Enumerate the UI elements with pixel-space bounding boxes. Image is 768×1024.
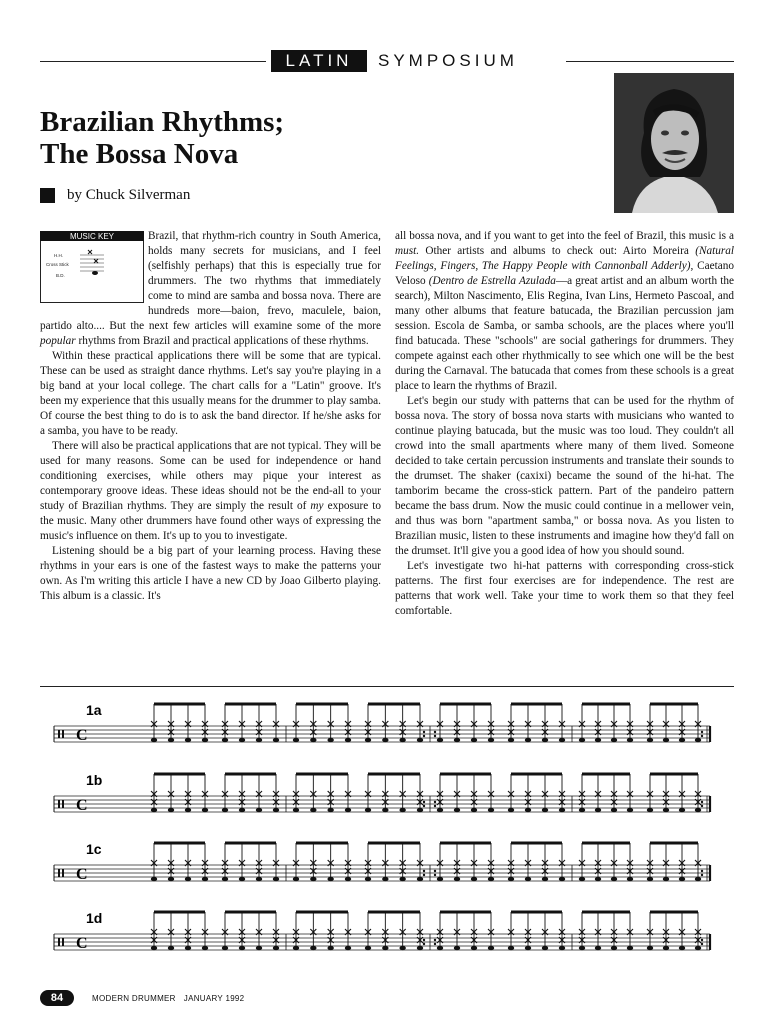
bass-drum-note — [327, 877, 333, 881]
bass-drum-note — [525, 877, 531, 881]
bass-drum-note — [327, 738, 333, 742]
exercise-label-1a: 1a — [86, 702, 102, 718]
article-column-1 — [40, 229, 381, 604]
repeat-dot — [423, 731, 425, 733]
bass-drum-note — [293, 808, 299, 812]
bass-drum-note — [471, 808, 477, 812]
time-signature: C — [76, 797, 88, 814]
bass-drum-note — [239, 808, 245, 812]
bass-drum-note — [579, 738, 585, 742]
bass-drum-note — [293, 738, 299, 742]
col1-paragraph-3: There will also be practical applications that are not typical. They will be used for many reasons. Some can be used for independence or hand conditioning exercises, while others may pique your interest as contemporary groove ideas. These ideas should not be the end-all to your study of Brazilian rhythms. They are simply the result of my exposure to the music. Many other drummers have found other ways of expressing the music's influence on them. It's up to you to investigate. — [40, 440, 381, 542]
repeat-dot — [423, 735, 425, 737]
bass-drum-note — [399, 808, 405, 812]
percussion-clef — [58, 800, 60, 808]
article-column-2 — [395, 229, 734, 619]
bass-drum-note — [185, 946, 191, 950]
bass-drum-note — [151, 877, 157, 881]
bass-drum-note — [542, 738, 548, 742]
staff-1a — [54, 702, 710, 744]
bass-drum-note — [382, 946, 388, 950]
page-footer — [40, 990, 244, 1006]
bass-drum-note — [488, 738, 494, 742]
percussion-clef — [58, 869, 60, 877]
bass-drum-note — [627, 946, 633, 950]
bass-drum-note — [327, 808, 333, 812]
bass-drum-note — [579, 808, 585, 812]
bass-drum-note — [471, 946, 477, 950]
bass-drum-note — [595, 738, 601, 742]
bass-drum-note — [525, 738, 531, 742]
bass-drum-note — [273, 738, 279, 742]
bass-drum-note — [185, 808, 191, 812]
bass-drum-note — [627, 808, 633, 812]
author-photo — [614, 73, 734, 213]
bass-drum-note — [611, 877, 617, 881]
bass-drum-note — [310, 738, 316, 742]
bass-drum-note — [365, 946, 371, 950]
col2-paragraph-3: Let's investigate two hi-hat patterns with corresponding cross-stick patterns. The first four exercises are for independence. The rest are patterns that work well. Take your time to work them so that they feel comfortable. — [395, 560, 734, 617]
music-key-bd: B.D. — [56, 273, 65, 278]
repeat-dot — [701, 735, 703, 737]
byline — [40, 187, 190, 204]
bass-drum-note — [293, 877, 299, 881]
page-number: 84 — [40, 990, 74, 1006]
bass-drum-note — [273, 946, 279, 950]
time-signature: C — [76, 866, 88, 883]
bass-drum-note — [695, 877, 701, 881]
bass-drum-note — [151, 946, 157, 950]
bass-drum-note — [508, 877, 514, 881]
bass-drum-note — [382, 808, 388, 812]
section-divider — [40, 686, 734, 687]
bass-drum-note — [202, 877, 208, 881]
bass-drum-note — [488, 877, 494, 881]
bass-drum-note — [168, 877, 174, 881]
repeat-dot — [434, 805, 436, 807]
music-key-legend — [40, 231, 144, 303]
bass-drum-note — [559, 877, 565, 881]
repeat-dot — [434, 939, 436, 941]
percussion-clef — [62, 938, 64, 946]
repeat-dot — [423, 943, 425, 945]
bass-drum-note — [695, 808, 701, 812]
bass-drum-note — [454, 877, 460, 881]
bass-drum-note — [222, 877, 228, 881]
bass-drum-note — [579, 946, 585, 950]
staff-1d — [54, 910, 710, 952]
repeat-dot — [434, 874, 436, 876]
bass-drum-note — [168, 738, 174, 742]
bass-drum-note — [345, 808, 351, 812]
repeat-dot — [423, 805, 425, 807]
bass-drum-note — [345, 738, 351, 742]
repeat-dot — [701, 805, 703, 807]
section-label-symposium: SYMPOSIUM — [378, 51, 518, 70]
bass-drum-note — [185, 877, 191, 881]
percussion-clef — [62, 869, 64, 877]
bass-drum-note — [365, 877, 371, 881]
bass-drum-note — [647, 877, 653, 881]
bass-drum-note — [382, 877, 388, 881]
bass-drum-note — [471, 738, 477, 742]
bass-drum-note — [559, 808, 565, 812]
bass-drum-note — [488, 946, 494, 950]
bass-drum-note — [310, 808, 316, 812]
bass-drum-note — [508, 946, 514, 950]
col2-paragraph-2: Let's begin our study with patterns that can be used for the rhythm of bossa nova. The story of bossa nova starts with musicians who wanted to continue playing batucada, but the music was too loud. They couldn't all crowd into the small apartments where many of them lived. Someone decided to take certain percussion instruments and translate their sounds to the drumset. The shaker (caxixi) became the sound of the hi-hat. The tamborim became the cross-stick pattern. Part of the pandeiro pattern became the bass drum. Now the music could continue in a mellower vein, and thus was born "apartment samba," or bossa nova. As you listen to Brazilian music, listen to these instruments and imagine how they'd fall on the drumset. It'll give you a good idea of how you should sound. — [395, 395, 734, 557]
bass-drum-note — [273, 808, 279, 812]
bass-drum-note — [310, 946, 316, 950]
bass-drum-note — [327, 946, 333, 950]
bass-drum-note — [611, 808, 617, 812]
bass-drum-note — [168, 808, 174, 812]
bass-drum-note — [437, 738, 443, 742]
repeat-dot — [434, 735, 436, 737]
bass-drum-note — [647, 808, 653, 812]
bass-drum-note — [202, 808, 208, 812]
bass-drum-note — [454, 738, 460, 742]
music-key-label: MUSIC KEY — [69, 232, 115, 241]
bass-drum-note — [542, 808, 548, 812]
percussion-clef — [62, 800, 64, 808]
bass-drum-note — [559, 738, 565, 742]
bass-drum-note — [679, 808, 685, 812]
bass-drum-note — [239, 738, 245, 742]
bass-drum-note — [579, 877, 585, 881]
bass-drum-note — [471, 877, 477, 881]
repeat-dot — [434, 801, 436, 803]
bass-drum-note — [168, 946, 174, 950]
bass-drum-note — [365, 808, 371, 812]
bass-drum-note — [627, 738, 633, 742]
byline-square-icon — [40, 188, 55, 203]
section-label-latin: LATIN — [271, 50, 367, 72]
bass-drum-note — [454, 946, 460, 950]
bass-drum-note — [437, 808, 443, 812]
bass-drum-note — [595, 808, 601, 812]
bass-drum-note — [559, 946, 565, 950]
notation-exercises — [40, 692, 720, 957]
exercise-label-1d: 1d — [86, 910, 103, 926]
bass-drum-note — [647, 738, 653, 742]
percussion-clef — [58, 730, 60, 738]
bass-drum-note — [542, 877, 548, 881]
bass-drum-note — [525, 946, 531, 950]
bass-drum-note — [508, 738, 514, 742]
bass-drum-note — [151, 808, 157, 812]
repeat-dot — [701, 943, 703, 945]
byline-text: by Chuck Silverman — [67, 187, 191, 203]
bass-drum-note — [695, 738, 701, 742]
title-line-2: The Bossa Nova — [40, 138, 239, 170]
repeat-dot — [701, 870, 703, 872]
bass-drum-note — [437, 877, 443, 881]
music-key-hh: H.H. — [54, 253, 63, 258]
repeat-dot — [423, 870, 425, 872]
bass-drum-note — [663, 738, 669, 742]
bass-drum-note — [222, 738, 228, 742]
bass-drum-note — [256, 738, 262, 742]
exercise-label-1c: 1c — [86, 841, 102, 857]
bass-drum-note — [595, 946, 601, 950]
bass-drum-note — [256, 808, 262, 812]
percussion-clef — [58, 938, 60, 946]
time-signature: C — [76, 935, 88, 952]
bass-drum-note — [417, 738, 423, 742]
bass-drum-note — [256, 946, 262, 950]
bass-drum-note — [488, 808, 494, 812]
bass-drum-note — [345, 946, 351, 950]
repeat-dot — [701, 874, 703, 876]
header-rule-left — [40, 61, 266, 62]
bass-drum-note — [647, 946, 653, 950]
bass-drum-note — [627, 877, 633, 881]
bass-drum-note — [417, 808, 423, 812]
music-key-cross-stick: Cross Stick — [46, 262, 69, 267]
bass-drum-note — [365, 738, 371, 742]
bass-drum-note — [454, 808, 460, 812]
header-rule-right — [566, 61, 734, 62]
bass-drum-note — [437, 946, 443, 950]
bass-drum-note — [345, 877, 351, 881]
bass-drum-note — [417, 946, 423, 950]
bass-drum-note — [679, 738, 685, 742]
col2-paragraph-1: all bossa nova, and if you want to get into the feel of Brazil, this music is a must. Other artists and albums to check out: Airto Moreira (Natural Feelings, Fingers, The Happy People with Cannonball Adderly), Caetano Veloso (Dentro de Estrella Azulada—a great artist and an album worth the search), Milton Nascimento, Elis Regina, Ivan Lins, Hermeto Pascoal, and many other albums that feature batucada, the Brazilian percussion jam session. Escola de Samba, or samba schools, are the places where you'll find batucada. These "schools" are social gatherings for drummers. They compete against each other rhythmically to see which one will be the best during the Carnaval. The batucada that comes from these schools is a great place to learn the rhythms of Brazil. — [395, 230, 735, 392]
repeat-dot — [423, 801, 425, 803]
col1-paragraph-2: Within these practical applications there will be some that are typical. These can be used as straight dance rhythms. Let's say you're playing in a big band at your local college. The chart calls for a "Latin" groove. It's been my experience that this usually means for the drummer to play samba. Of course the best thing to do is to ask the band director. If he/she asks for a samba, you have to be ready. — [40, 350, 381, 437]
bass-drum-note — [202, 946, 208, 950]
bass-drum-note — [611, 946, 617, 950]
bass-drum-note — [417, 877, 423, 881]
repeat-dot — [701, 939, 703, 941]
repeat-dot — [434, 731, 436, 733]
repeat-dot — [434, 943, 436, 945]
bass-drum-note — [151, 738, 157, 742]
bass-drum-note — [399, 877, 405, 881]
bass-drum-note — [222, 808, 228, 812]
article-title — [40, 106, 284, 170]
bass-drum-note — [202, 738, 208, 742]
bass-drum-note — [399, 946, 405, 950]
staff-1c — [54, 841, 710, 883]
bass-drum-note — [679, 877, 685, 881]
bass-drum-note — [611, 738, 617, 742]
bass-drum-note — [293, 946, 299, 950]
bass-drum-note — [595, 877, 601, 881]
bass-drum-note — [239, 877, 245, 881]
staff-1b — [54, 772, 710, 814]
magazine-name: MODERN DRUMMER — [92, 993, 176, 1003]
bass-drum-note — [679, 946, 685, 950]
bass-drum-note — [525, 808, 531, 812]
col1-paragraph-4: Listening should be a big part of your learning process. Having these rhythms in your ears is one of the fastest ways to make the patterns your own. As I'm writing this article I have a new CD by Joao Gilberto playing. This album is a classic. It's — [40, 545, 381, 602]
bass-drum-note — [256, 877, 262, 881]
repeat-dot — [701, 731, 703, 733]
repeat-dot — [423, 874, 425, 876]
col1-paragraph-1: Brazil, that rhythm-rich country in South America, holds many secrets for musicians, and I feel (selfishly perhaps) that this is especially true for drummers. The two rhythms that immediately come to mind are samba and bossa nova. There are hundreds more—baion, frevo, maculele, baion, partido alto.... But the next few articles will examine some of the more popular rhythms from Brazil and practical applications of these rhythms. — [40, 230, 381, 347]
bass-drum-note — [663, 808, 669, 812]
bass-drum-note — [542, 946, 548, 950]
exercise-label-1b: 1b — [86, 772, 103, 788]
bass-drum-note — [663, 946, 669, 950]
issue-date: JANUARY 1992 — [183, 993, 245, 1003]
bass-drum-note — [399, 738, 405, 742]
time-signature: C — [76, 727, 88, 744]
bass-drum-note — [185, 738, 191, 742]
bass-drum-note — [310, 877, 316, 881]
title-line-1: Brazilian Rhythms; — [40, 106, 285, 138]
bass-drum-note — [663, 877, 669, 881]
bass-drum-note — [222, 946, 228, 950]
bass-drum-note — [273, 877, 279, 881]
bass-drum-note — [508, 808, 514, 812]
repeat-dot — [701, 801, 703, 803]
repeat-dot — [434, 870, 436, 872]
bass-drum-note — [695, 946, 701, 950]
percussion-clef — [62, 730, 64, 738]
repeat-dot — [423, 939, 425, 941]
bass-drum-note — [239, 946, 245, 950]
bass-drum-note — [382, 738, 388, 742]
